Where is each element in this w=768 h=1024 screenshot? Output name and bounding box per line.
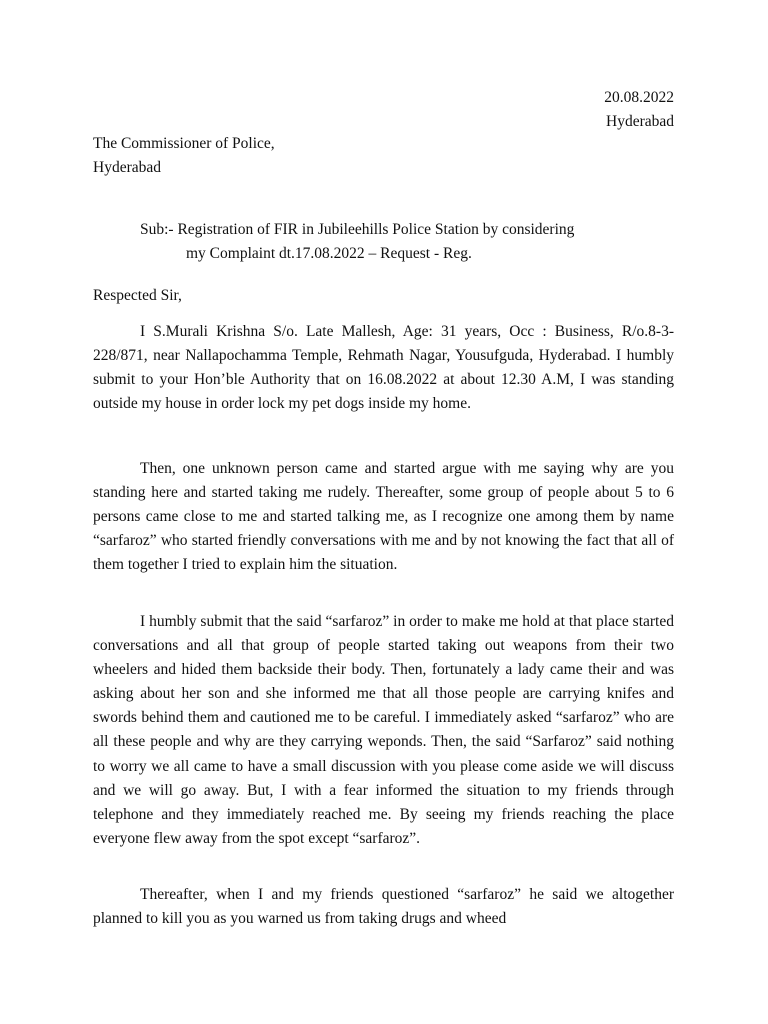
- subject-line-1: Sub:- Registration of FIR in Jubileehills Police Station by considering: [140, 221, 575, 238]
- body-paragraph-2: Then, one unknown person came and started argue with me saying why are you standing here and started taking me rudely. Thereafter, some group of people about 5 to 6 persons came close to me and started talking me, as I recognize one among them by name “sarfaroz” who started friendly conversations with me and by not knowing the fact that all of them together I tried to explain him the situation.: [93, 460, 674, 574]
- addressee-city: Hyderabad: [93, 159, 161, 177]
- date-block: [604, 86, 674, 134]
- addressee-title: The Commissioner of Police,: [93, 135, 275, 152]
- subject-block: [140, 218, 680, 266]
- letter-place: Hyderabad: [606, 113, 674, 131]
- subject-line-2: my Complaint dt.17.08.2022 – Request - Reg.: [186, 245, 472, 263]
- salutation: Respected Sir,: [93, 287, 182, 304]
- addressee-block: [93, 132, 275, 180]
- body-paragraph-1: I S.Murali Krishna S/o. Late Mallesh, Age: 31 years, Occ : Business, R/o.8-3-228/871, near Nallapochamma Temple, Rehmath Nagar, Yousufguda, Hyderabad. I humbly submit to your Hon’ble Authority that on 16.08.2022 at about 12.30 A.M, I was standing outside my house in order lock my pet dogs inside my home.: [93, 323, 674, 413]
- body-paragraph-4: Thereafter, when I and my friends questioned “sarfaroz” he said we altogether planned to kill you as you warned us from taking drugs and wheed: [93, 886, 674, 928]
- body-paragraph-3: I humbly submit that the said “sarfaroz” in order to make me hold at that place started conversations and all that group of people started taking out weapons from their two wheelers and hided them backside their body. Then, fortunately a lady came their and was asking about her son and she informed me that all those people are carrying knifes and swords behind them and cautioned me to be careful. I immediately asked “sarfaroz” who are all these people and why are they carrying weponds. Then, the said “Sarfaroz” said nothing to worry we all came to have a small discussion with you please come aside we will discuss and we will go away. But, I with a fear informed the situation to my friends through telephone and they immediately reached me. By seeing my friends reaching the place everyone flew away from the spot except “sarfaroz”.: [93, 613, 674, 847]
- letter-date: 20.08.2022: [604, 89, 674, 106]
